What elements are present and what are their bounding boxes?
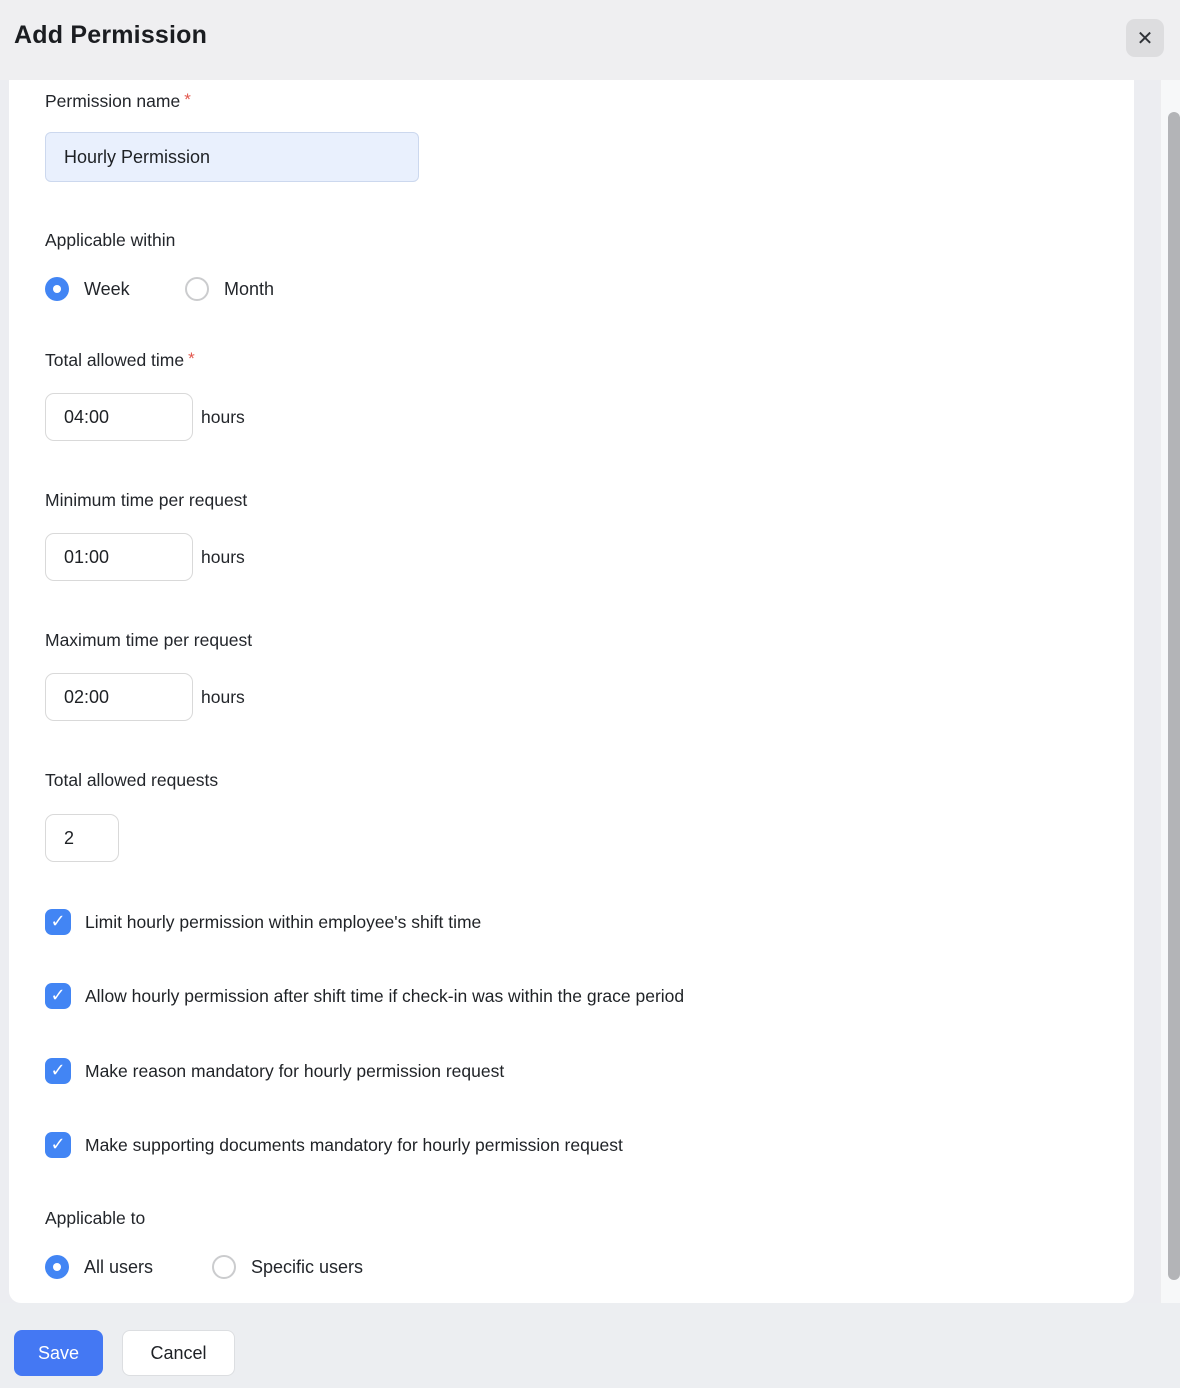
cancel-button[interactable]: Cancel [122,1330,235,1376]
applicable-within-label: Applicable within [45,230,176,250]
modal-footer [0,1303,1180,1388]
close-button[interactable] [1126,19,1164,57]
radio-unselected-icon [212,1255,236,1279]
applicable-within-radio-group [9,276,1134,302]
total-allowed-time-input[interactable] [45,393,193,441]
checkbox-reason-mandatory[interactable] [45,1058,504,1084]
page-title: Add Permission [14,21,208,49]
radio-option-week[interactable] [45,276,130,302]
checkbox-limit-shift-time[interactable] [45,909,481,935]
radio-unselected-icon [185,277,209,301]
total-allowed-time-label [45,349,195,371]
modal-header [0,0,1180,80]
minimum-time-unit: hours [201,546,245,567]
minimum-time-input[interactable] [45,533,193,581]
radio-option-label: All users [84,1256,154,1277]
maximum-time-label: Maximum time per request [45,630,253,650]
scrollbar-track[interactable] [1160,80,1180,1303]
radio-option-label: Week [84,278,130,299]
radio-option-label: Month [224,278,275,299]
check-icon: ✓ [50,911,66,932]
radio-option-all-users[interactable] [45,1254,153,1280]
checkbox-checked-icon [45,1132,71,1158]
checkbox-checked-icon [45,909,71,935]
total-allowed-requests-label: Total allowed requests [45,770,219,790]
maximum-time-unit: hours [201,686,245,707]
total-allowed-requests-input[interactable] [45,814,119,862]
check-icon: ✓ [50,1134,66,1155]
permission-name-label [45,90,191,112]
checkbox-checked-icon [45,1058,71,1084]
permission-name-input[interactable] [45,132,419,182]
form-panel [9,80,1134,1303]
total-allowed-time-label-text: Total allowed time [45,350,185,370]
required-asterisk: * [184,90,191,109]
radio-option-specific-users[interactable] [212,1254,363,1280]
permission-name-label-text: Permission name [45,91,181,111]
check-icon: ✓ [50,985,66,1006]
radio-selected-icon [45,277,69,301]
applicable-to-radio-group [9,1254,1134,1280]
radio-selected-icon [45,1255,69,1279]
checkbox-label: Make supporting documents mandatory for hourly permission request [85,1134,623,1155]
checkbox-documents-mandatory[interactable] [45,1132,623,1158]
check-icon: ✓ [50,1060,66,1081]
checkbox-label: Make reason mandatory for hourly permission request [85,1060,505,1081]
checkbox-label: Limit hourly permission within employee's shift time [85,911,482,932]
maximum-time-input[interactable] [45,673,193,721]
minimum-time-label: Minimum time per request [45,490,248,510]
checkbox-allow-after-shift[interactable] [45,983,684,1009]
checkbox-label: Allow hourly permission after shift time if check-in was within the grace period [85,985,685,1006]
close-icon: ✕ [1136,26,1154,50]
modal-body-region [0,80,1180,1303]
total-allowed-time-unit: hours [201,406,245,427]
scrollbar-thumb[interactable] [1168,112,1180,1280]
applicable-to-label: Applicable to [45,1208,146,1228]
radio-option-label: Specific users [251,1256,364,1277]
checkbox-checked-icon [45,983,71,1009]
required-asterisk: * [188,349,195,368]
save-button[interactable]: Save [14,1330,103,1376]
radio-option-month[interactable] [185,276,274,302]
